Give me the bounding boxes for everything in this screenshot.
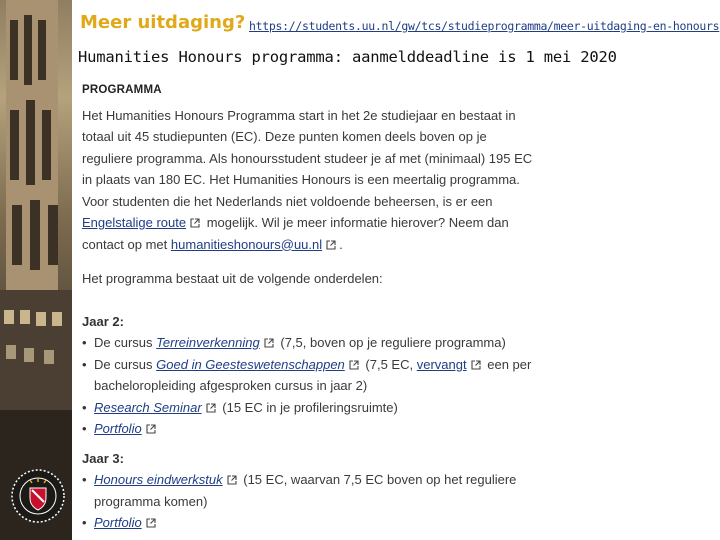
external-link-icon[interactable] bbox=[146, 424, 156, 434]
program-content bbox=[82, 80, 712, 534]
terreinverkenning-link[interactable]: Terreinverkenning bbox=[156, 335, 260, 350]
paragraph-line: in plaats van 180 EC. Het Humanities Honours is een meertalig programma. bbox=[82, 172, 520, 187]
list-item bbox=[82, 332, 712, 354]
year2-list bbox=[82, 332, 712, 440]
item-text: (15 EC in je profileringsruimte) bbox=[222, 399, 398, 415]
external-link-icon[interactable] bbox=[471, 360, 481, 370]
uu-seal-logo bbox=[10, 468, 66, 524]
list-item bbox=[82, 418, 712, 440]
year3-list bbox=[82, 469, 712, 534]
year3-heading: Jaar 3: bbox=[82, 450, 124, 466]
item-text: (15 EC, waarvan 7,5 EC boven op het reguliere bbox=[243, 472, 517, 487]
list-item bbox=[82, 469, 712, 512]
page-title: Meer uitdaging? bbox=[80, 12, 246, 33]
list-item bbox=[82, 354, 712, 397]
paragraph-text: contact op met bbox=[82, 236, 168, 252]
vervangt-link[interactable]: vervangt bbox=[416, 356, 467, 372]
paragraph-line bbox=[82, 234, 712, 256]
portfolio-link[interactable]: Portfolio bbox=[94, 421, 142, 436]
item-text: De cursus bbox=[94, 356, 153, 372]
paragraph-line bbox=[82, 212, 712, 234]
item-text: een per bbox=[487, 356, 532, 372]
research-seminar-link[interactable]: Research Seminar bbox=[94, 399, 202, 415]
paragraph-line: Voor studenten die het Nederlands niet voldoende beheersen, is er een bbox=[82, 193, 493, 209]
paragraph-text: mogelijk. Wil je meer informatie hierover? Neem dan bbox=[206, 215, 509, 230]
page-subtitle: Humanities Honours programma: aanmelddeadline is 1 mei 2020 bbox=[78, 48, 617, 66]
paragraph-text: . bbox=[339, 236, 343, 252]
paragraph-line: Het Humanities Honours Programma start in het 2e studiejaar en bestaat in bbox=[82, 107, 516, 123]
list-item bbox=[82, 397, 712, 419]
paragraph-line: totaal uit 45 studiepunten (EC). Deze punten komen deels boven op je bbox=[82, 129, 487, 144]
portfolio-link[interactable]: Portfolio bbox=[94, 515, 142, 530]
item-text: programma komen) bbox=[94, 493, 208, 509]
item-text: (7,5 EC, bbox=[365, 356, 414, 372]
item-text: bacheloropleiding afgesproken cursus in jaar 2) bbox=[94, 378, 368, 393]
cathedral-photo bbox=[0, 0, 72, 540]
external-link-icon[interactable] bbox=[190, 218, 200, 228]
program-parts-intro: Het programma bestaat uit de volgende onderdelen: bbox=[82, 271, 383, 286]
external-link-icon[interactable] bbox=[206, 403, 216, 413]
external-link-icon[interactable] bbox=[326, 240, 336, 250]
list-item bbox=[82, 512, 712, 534]
engelstalige-route-link[interactable]: Engelstalige route bbox=[82, 215, 187, 230]
paragraph-line: reguliere programma. Als honoursstudent studeer je af met (minimaal) 195 EC bbox=[82, 150, 533, 166]
honours-eindwerkstuk-link[interactable]: Honours eindwerkstuk bbox=[94, 472, 223, 487]
external-link-icon[interactable] bbox=[349, 360, 359, 370]
external-link-icon[interactable] bbox=[227, 475, 237, 485]
goed-in-geesteswetenschappen-link[interactable]: Goed in Geesteswetenschappen bbox=[156, 356, 345, 372]
external-link-icon[interactable] bbox=[146, 518, 156, 528]
section-label: PROGRAMMA bbox=[82, 84, 162, 96]
item-text: De cursus bbox=[94, 335, 153, 350]
year2-heading: Jaar 2: bbox=[82, 313, 124, 329]
program-description bbox=[82, 105, 712, 256]
item-text: (7,5, boven op je reguliere programma) bbox=[280, 335, 506, 350]
email-link[interactable]: humanitieshonours@uu.nl bbox=[170, 236, 323, 252]
external-link-icon[interactable] bbox=[264, 338, 274, 348]
url-link[interactable]: https://students.uu.nl/gw/tcs/studieprogramma/meer-uitdaging-en-honours bbox=[249, 19, 720, 33]
